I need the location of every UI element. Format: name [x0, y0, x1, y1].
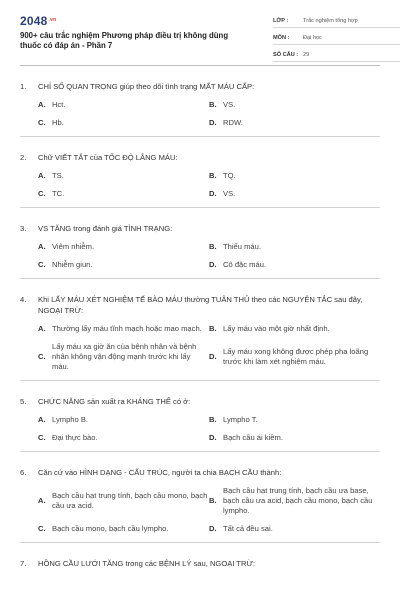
option-text: Lấy máu xa giờ ăn của bệnh nhân và bệnh nhân không vận động mạnh trước khi lấy máu.: [52, 342, 197, 371]
answer-option[interactable]: [209, 524, 380, 534]
question-number: 1.: [20, 82, 27, 91]
question-label: VS TĂNG trong đánh giá TÌNH TRẠNG:: [38, 224, 173, 233]
option-text: RDW.: [223, 118, 243, 127]
question-text: [20, 543, 380, 569]
document-meta: [273, 14, 400, 65]
page-title: 900+ câu trắc nghiệm Phương pháp điều trị không dùng thuốc có đáp án - Phần 7: [20, 31, 229, 50]
answer-option[interactable]: [38, 342, 209, 372]
answer-option[interactable]: [209, 100, 380, 110]
option-text: Đại thực bào.: [52, 433, 98, 442]
option-letter: B.: [209, 415, 217, 424]
option-letter: C.: [38, 524, 46, 533]
option-text: Bạch cầu hạt trung tính, bạch cầu mono, bạch cầu ưa acid.: [52, 491, 208, 510]
question-number: 5.: [20, 397, 27, 406]
question-text: [20, 137, 380, 163]
meta-value: 29: [303, 51, 310, 58]
question-number: 4.: [20, 295, 27, 304]
document-header: [20, 0, 380, 66]
option-text: TC.: [52, 189, 65, 198]
option-letter: A.: [38, 415, 46, 424]
answer-option[interactable]: [38, 486, 209, 516]
meta-row-count: [273, 48, 400, 62]
option-letter: D.: [209, 260, 217, 269]
question-item: [20, 543, 380, 569]
option-letter: B.: [209, 242, 217, 251]
option-text: Lympho B.: [52, 415, 89, 424]
question-label: Căn cứ vào HÌNH DẠNG - CẤU TRÚC, người ta chia BẠCH CẦU thành:: [38, 468, 282, 477]
option-letter: C.: [38, 352, 46, 361]
option-text: Tất cả đều sai.: [223, 524, 273, 533]
question-number: 2.: [20, 153, 27, 162]
question-item: [20, 66, 380, 137]
option-letter: A.: [38, 100, 46, 109]
option-text: Cô đặc máu.: [223, 260, 267, 269]
meta-row-class: [273, 14, 400, 28]
question-item: [20, 208, 380, 279]
option-text: Lấy máu vào một giờ nhất định.: [223, 324, 330, 333]
answer-option[interactable]: [209, 415, 380, 425]
meta-row-subject: [273, 31, 400, 45]
option-text: Nhiễm giun.: [52, 260, 93, 269]
option-text: VS.: [223, 100, 236, 109]
option-text: Hct.: [52, 100, 66, 109]
question-label: HỒNG CẦU LƯỚI TĂNG trong các BỆNH LÝ sau, NGOẠI TRỪ:: [38, 559, 256, 568]
answer-options: [20, 92, 380, 136]
answer-option[interactable]: [209, 242, 380, 252]
option-letter: A.: [38, 242, 46, 251]
answer-option[interactable]: [209, 486, 380, 516]
option-letter: C.: [38, 260, 46, 269]
question-text: [20, 381, 380, 407]
meta-value: Đại học: [303, 34, 322, 41]
answer-option[interactable]: [38, 171, 209, 181]
answer-option[interactable]: [38, 260, 209, 270]
option-letter: C.: [38, 433, 46, 442]
option-text: Bạch cầu ái kiềm.: [223, 433, 283, 442]
option-letter: C.: [38, 189, 46, 198]
option-text: Thiếu máu.: [223, 242, 261, 251]
option-text: Thường lấy máu tĩnh mạch hoặc mao mạch.: [52, 324, 202, 333]
answer-option[interactable]: [38, 242, 209, 252]
option-letter: D.: [209, 189, 217, 198]
option-letter: A.: [38, 324, 46, 333]
option-text: TS.: [52, 171, 64, 180]
question-item: [20, 381, 380, 452]
option-text: Bạch cầu mono, bạch cầu lympho.: [52, 524, 169, 533]
answer-option[interactable]: [209, 260, 380, 270]
question-label: CHỈ SỐ QUAN TRỌNG giúp theo dõi tình trạng MẤT MÁU CẤP:: [38, 82, 255, 91]
answer-options: [20, 234, 380, 278]
meta-key: SỐ CÂU :: [273, 51, 299, 58]
meta-value: Trắc nghiệm tổng hợp: [303, 17, 358, 24]
question-label: CHỨC NĂNG sản xuất ra KHÁNG THỂ có ở:: [38, 397, 191, 406]
meta-key: MÔN :: [273, 34, 290, 41]
option-text: Viêm nhiễm.: [52, 242, 95, 251]
answer-option[interactable]: [38, 118, 209, 128]
answer-option[interactable]: [209, 342, 380, 372]
answer-options: [20, 316, 380, 380]
option-letter: B.: [209, 496, 217, 505]
answer-option[interactable]: [209, 171, 380, 181]
meta-key: LỚP :: [273, 17, 289, 24]
option-letter: B.: [209, 171, 217, 180]
option-letter: D.: [209, 433, 217, 442]
option-text: Lấy máu xong không được phép pha loãng trước khi làm xét nghiệm máu.: [223, 347, 369, 366]
answer-option[interactable]: [38, 324, 209, 334]
question-item: [20, 137, 380, 208]
option-letter: B.: [209, 100, 217, 109]
option-letter: A.: [38, 171, 46, 180]
option-letter: B.: [209, 324, 217, 333]
answer-option[interactable]: [209, 324, 380, 334]
answer-option[interactable]: [209, 118, 380, 128]
answer-options: [20, 478, 380, 542]
option-text: Lympho T.: [223, 415, 258, 424]
answer-option[interactable]: [38, 100, 209, 110]
question-label: Chữ VIẾT TẮT của TỐC ĐỘ LẮNG MÁU:: [38, 153, 178, 162]
option-text: VS.: [223, 189, 236, 198]
question-text: [20, 452, 380, 478]
answer-option[interactable]: [209, 189, 380, 199]
answer-options: [20, 407, 380, 451]
question-number: 6.: [20, 468, 27, 477]
option-letter: C.: [38, 118, 46, 127]
site-logo[interactable]: $2048^{.vn}$: [20, 14, 57, 28]
question-text: [20, 279, 380, 316]
option-text: Bạch cầu hạt trung tính, bạch cầu ưa base, bạch cầu ưa acid, bạch cầu mono, bạch cầu lympho.: [223, 486, 373, 515]
option-letter: D.: [209, 118, 217, 127]
option-text: TQ.: [223, 171, 236, 180]
question-text: [20, 208, 380, 234]
question-number: 7.: [20, 559, 27, 568]
option-letter: D.: [209, 524, 217, 533]
answer-option[interactable]: [38, 524, 209, 534]
question-list: [20, 66, 380, 569]
answer-option[interactable]: [38, 433, 209, 443]
question-number: 3.: [20, 224, 27, 233]
option-letter: A.: [38, 496, 46, 505]
answer-option[interactable]: [38, 415, 209, 425]
question-item: [20, 279, 380, 381]
answer-option[interactable]: [209, 433, 380, 443]
question-text: [20, 66, 380, 92]
answer-options: [20, 163, 380, 207]
option-letter: D.: [209, 352, 217, 361]
answer-option[interactable]: [38, 189, 209, 199]
question-label: Khi LẤY MÁU XÉT NGHIỆM TẾ BÀO MÁU thường TUÂN THỦ theo các NGUYÊN TẮC sau đây, NGOẠI TRỪ:: [38, 295, 363, 315]
question-item: [20, 452, 380, 543]
option-text: Hb.: [52, 118, 64, 127]
